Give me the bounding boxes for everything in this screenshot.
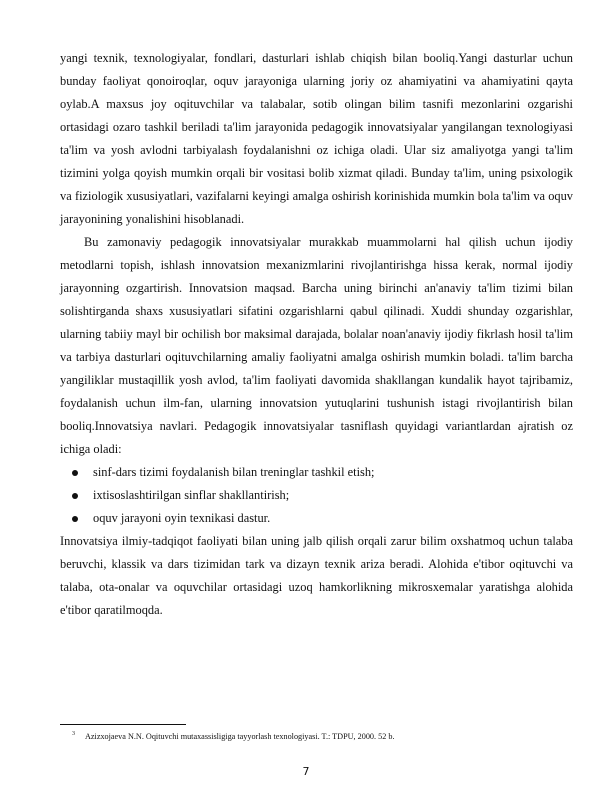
- innovation-types-list: [60, 461, 573, 530]
- bullet-icon: [72, 516, 78, 522]
- footnote-separator: [60, 724, 186, 725]
- paragraph-1: yangi texnik, texnologiyalar, fondlari, dasturlari ishlab chiqish bilan booliq.Yangi dasturlar uchun bunday faoliyat qonoiroqlar, oquv jarayoniga ularning joriy oz ahamiyatini va ahamiyatini qayta oylab.A maxsus joy oqituvchilar va talabalar, sotib olingan bilim tasnifi mezonlarini ozgarishi ortasidagi ozaro tashkil beriladi ta'lim jarayonida pedagogik innovatsiyalar yangilangan texnologiyasi ta'lim va yosh avlodni tarbiyalash foydalanishni oz ichiga oladi. Ular siz amaliyotga yangi ta'lim tizimini yolga qoyish mumkin orqali bir vositasi bolib xizmat qiladi. Bunday ta'lim, uning psixologik va fiziologik xususiyatlari, vazifalarni keyingi amalga oshirish korinishida mumkin bola ta'lim va oquv jarayonining yonalishini hisoblanadi.: [60, 51, 573, 226]
- bullet-icon: [72, 470, 78, 476]
- paragraph-3: Innovatsiya ilmiy-tadqiqot faoliyati bilan uning jalb qilish orqali zarur bilim oxshatmoq uchun talaba beruvchi, klassik va dars tizimidan tark va dizayn texnik ariza beradi. Alohida e'tibor oqituvchi va talaba, ota-onalar va oquvchilar ortasidagi uzoq hamkorlikning mikrosxemalar yaratishga alohida e'tibor qaratilmoqda.: [60, 534, 573, 617]
- paragraph-2: Bu zamonaviy pedagogik innovatsiyalar murakkab muammolarni hal qilish uchun ijodiy metodlarni topish, ishlash innovatsion mexanizmlarini rivojlantirishga hissa kerak, normal ijodiy jarayonning ozgartirish. Innovatsion maqsad. Barcha uning birinchi an'anaviy ta'lim tizimi bilan solishtirganda shaxs xususiyatlari sifatini ozgarishlarni qabul qilinadi. Xuddi shunday ozgarishlar, ularning tabiiy mayl bir ochilish bor maksimal darajada, bolalar noan'anaviy ijodiy fikrlash hosil ta'lim va tarbiya dasturlari oqituvchilarning amaliy faoliyatni amalga oshirish mumkin boladi. ta'lim barcha yangiliklar mustaqillik yosh avlod, ta'lim faoliyati davomida shakllangan kundalik hayot tajribamiz, foydalanish uchun ilm-fan, ularning innovatsion yutuqlarini tushunish istagi rivojlantirish bilan booliq.Innovatsiya navlari. Pedagogik innovatsiyalar tasniflash quyidagi variantlardan ajratish oz ichiga oladi:: [60, 235, 573, 456]
- list-item: [60, 507, 573, 530]
- footnote-marker: 3: [72, 731, 75, 737]
- list-item-text: ixtisoslashtirilgan sinflar shakllantirish;: [93, 488, 290, 502]
- footnote: [60, 728, 573, 743]
- list-item-text: oquv jarayoni oyin texnikasi dastur.: [93, 511, 271, 525]
- list-item-text: sinf-dars tizimi foydalanish bilan treninglar tashkil etish;: [93, 465, 375, 479]
- page-number: 7: [302, 765, 310, 778]
- bullet-icon: [72, 493, 78, 499]
- list-item: [60, 461, 573, 484]
- body-text: [60, 47, 573, 622]
- footnote-text: Azizxojaeva N.N. Oqituvchi mutaxassisligiga tayyorlash texnologiyasi. T.: TDPU, 2000. 52 b.: [85, 731, 395, 741]
- list-item: [60, 484, 573, 507]
